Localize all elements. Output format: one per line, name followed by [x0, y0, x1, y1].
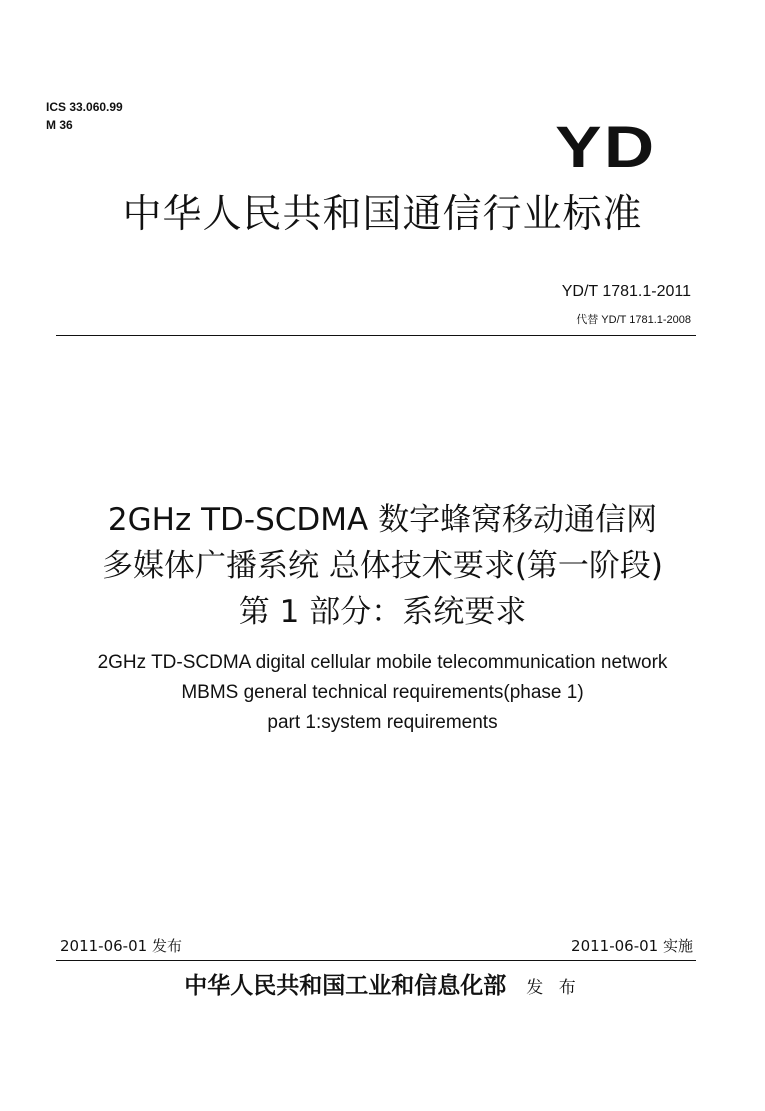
issue-date: 2011-06-01 发布: [60, 937, 182, 955]
header-divider: [56, 335, 696, 336]
replaces-standard: 代替 YD/T 1781.1-2008: [576, 314, 691, 326]
english-title-line: 2GHz TD-SCDMA digital cellular mobile telecommunication network: [97, 652, 668, 673]
english-title: [0, 648, 765, 738]
publish-label: 发 布: [526, 978, 581, 998]
standard-category-title: 中华人民共和国通信行业标准: [122, 192, 643, 237]
implementation-date: 2011-06-01 实施: [571, 937, 693, 955]
chinese-title-line: 2GHz TD-SCDMA 数字蜂窝移动通信网: [107, 502, 658, 538]
english-title-line: part 1:system requirements: [267, 712, 498, 733]
footer-divider: [56, 960, 696, 961]
issuer-name: 中华人民共和国工业和信息化部: [184, 972, 507, 999]
classification-code: M 36: [46, 118, 73, 132]
yd-logo: YD: [555, 115, 657, 180]
english-title-line: MBMS general technical requirements(phase 1): [181, 682, 584, 703]
issuer-line: [0, 970, 765, 1004]
chinese-title-line: 多媒体广播系统 总体技术要求(第一阶段): [101, 548, 664, 584]
standard-number: YD/T 1781.1-2011: [561, 283, 691, 300]
ics-code: ICS 33.060.99: [46, 100, 123, 114]
chinese-title: [0, 497, 765, 635]
chinese-title-line: 第 1 部分：系统要求: [238, 594, 527, 630]
